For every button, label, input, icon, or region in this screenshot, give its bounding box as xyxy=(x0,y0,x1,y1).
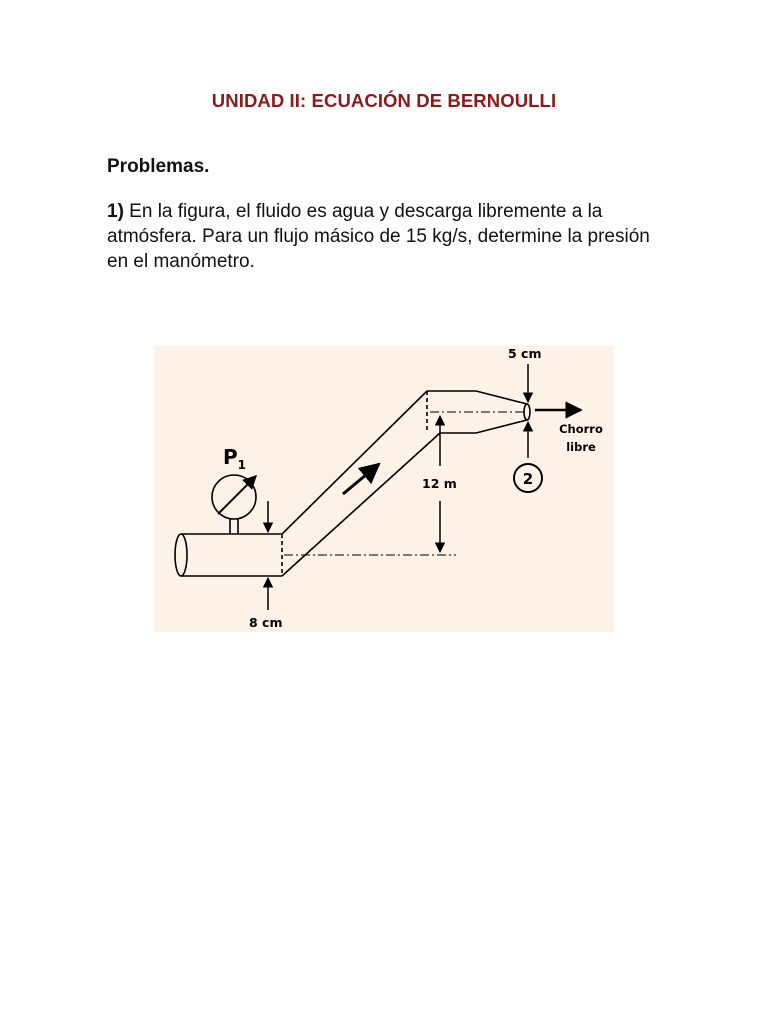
section-heading: Problemas. xyxy=(107,156,210,177)
free-jet-label-line1: Chorro xyxy=(559,422,603,436)
station-2-label: 2 xyxy=(522,470,534,488)
height-label: 12 m xyxy=(422,476,457,491)
problem-number: 1) xyxy=(107,201,124,222)
document-title: UNIDAD II: ECUACIÓN DE BERNOULLI xyxy=(211,90,557,111)
problem-text: En la figura, el fluido es agua y descarga libremente a la atmósfera. Para un flujo másico de 15 kg/s, determine la presión en el manómetro. xyxy=(107,201,650,272)
free-jet-label-line2: libre xyxy=(566,440,596,454)
nozzle-diameter-label: 5 cm xyxy=(508,346,542,361)
gauge-label: $P_1$ xyxy=(223,445,247,472)
pressure-gauge xyxy=(212,475,256,534)
pipe-figure xyxy=(154,346,614,632)
horizontal-pipe xyxy=(175,534,282,576)
pipe-diagram xyxy=(154,346,614,632)
problem-statement xyxy=(107,199,667,274)
pipe-diameter-label: 8 cm xyxy=(249,615,283,630)
